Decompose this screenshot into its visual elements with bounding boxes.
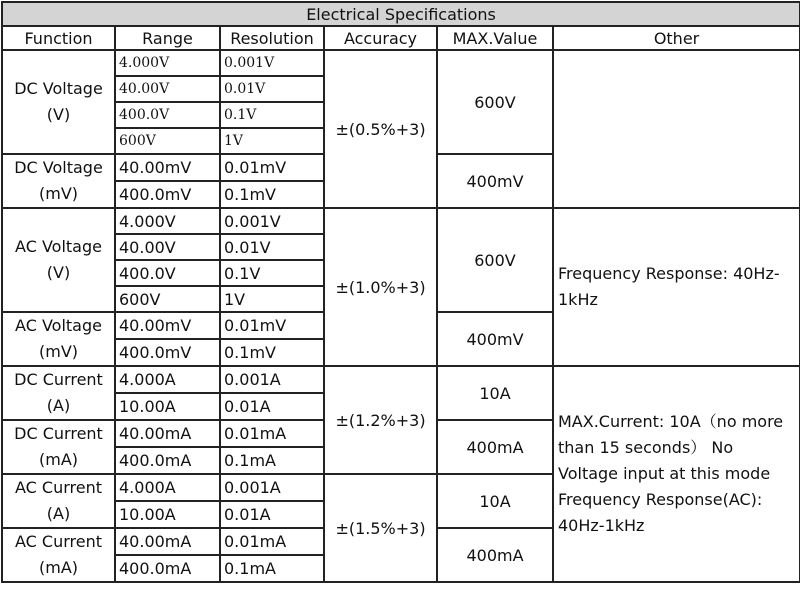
max-ac-voltage-mv: 400mV bbox=[437, 312, 553, 366]
range-cell: 10.00A bbox=[115, 501, 220, 528]
resolution-cell: 0.001V bbox=[220, 50, 324, 76]
header-resolution: Resolution bbox=[220, 26, 324, 50]
range-cell: 40.00mV bbox=[115, 154, 220, 181]
header-other: Other bbox=[553, 26, 800, 50]
range-cell: 400.0V bbox=[115, 102, 220, 128]
range-cell: 40.00mV bbox=[115, 312, 220, 339]
range-cell: 4.000A bbox=[115, 474, 220, 501]
resolution-cell: 0.1mA bbox=[220, 447, 324, 474]
resolution-cell: 0.01A bbox=[220, 501, 324, 528]
other-dc-voltage bbox=[553, 50, 800, 208]
range-cell: 40.00mA bbox=[115, 420, 220, 447]
header-accuracy: Accuracy bbox=[324, 26, 437, 50]
table-row bbox=[2, 50, 800, 76]
range-cell: 40.00V bbox=[115, 76, 220, 102]
resolution-cell: 1V bbox=[220, 128, 324, 154]
range-cell: 400.0mV bbox=[115, 339, 220, 366]
range-cell: 4.000V bbox=[115, 50, 220, 76]
max-dc-voltage-mv: 400mV bbox=[437, 154, 553, 208]
electrical-specifications-table bbox=[1, 1, 800, 583]
range-cell: 10.00A bbox=[115, 393, 220, 420]
function-ac-voltage-v: AC Voltage (V) bbox=[2, 208, 115, 312]
resolution-cell: 0.01mA bbox=[220, 420, 324, 447]
resolution-cell: 0.01mA bbox=[220, 528, 324, 555]
resolution-cell: 0.1V bbox=[220, 102, 324, 128]
range-cell: 600V bbox=[115, 128, 220, 154]
header-function: Function bbox=[2, 26, 115, 50]
other-ac-voltage: Frequency Response: 40Hz-1kHz bbox=[553, 208, 800, 366]
header-max-value: MAX.Value bbox=[437, 26, 553, 50]
header-range: Range bbox=[115, 26, 220, 50]
resolution-cell: 0.1V bbox=[220, 260, 324, 286]
function-ac-voltage-mv: AC Voltage (mV) bbox=[2, 312, 115, 366]
resolution-cell: 0.01A bbox=[220, 393, 324, 420]
range-cell: 40.00mA bbox=[115, 528, 220, 555]
range-cell: 400.0mA bbox=[115, 447, 220, 474]
resolution-cell: 0.1mV bbox=[220, 339, 324, 366]
resolution-cell: 0.001A bbox=[220, 474, 324, 501]
function-ac-current-a: AC Current (A) bbox=[2, 474, 115, 528]
range-cell: 4.000A bbox=[115, 366, 220, 393]
resolution-cell: 0.001A bbox=[220, 366, 324, 393]
max-ac-current-ma: 400mA bbox=[437, 528, 553, 582]
accuracy-ac-voltage: ±(1.0%+3) bbox=[324, 208, 437, 366]
range-cell: 40.00V bbox=[115, 234, 220, 260]
range-cell: 400.0mV bbox=[115, 181, 220, 208]
accuracy-ac-current: ±(1.5%+3) bbox=[324, 474, 437, 582]
function-dc-voltage-mv: DC Voltage (mV) bbox=[2, 154, 115, 208]
function-dc-voltage-v: DC Voltage (V) bbox=[2, 50, 115, 154]
table-row bbox=[2, 366, 800, 393]
max-ac-current-a: 10A bbox=[437, 474, 553, 528]
resolution-cell: 0.01mV bbox=[220, 154, 324, 181]
max-dc-current-ma: 400mA bbox=[437, 420, 553, 474]
max-ac-voltage-v: 600V bbox=[437, 208, 553, 312]
range-cell: 400.0mA bbox=[115, 555, 220, 582]
resolution-cell: 0.1mV bbox=[220, 181, 324, 208]
max-dc-voltage-v: 600V bbox=[437, 50, 553, 154]
resolution-cell: 0.001V bbox=[220, 208, 324, 234]
function-dc-current-a: DC Current (A) bbox=[2, 366, 115, 420]
function-ac-current-ma: AC Current (mA) bbox=[2, 528, 115, 582]
range-cell: 600V bbox=[115, 286, 220, 312]
resolution-cell: 0.1mA bbox=[220, 555, 324, 582]
resolution-cell: 0.01V bbox=[220, 234, 324, 260]
table-row bbox=[2, 208, 800, 234]
resolution-cell: 1V bbox=[220, 286, 324, 312]
other-current: MAX.Current: 10A（no more than 15 seconds） No Voltage input at this mode Frequency Response(AC): 40Hz-1kHz bbox=[553, 366, 800, 582]
function-dc-current-ma: DC Current (mA) bbox=[2, 420, 115, 474]
range-cell: 4.000V bbox=[115, 208, 220, 234]
resolution-cell: 0.01mV bbox=[220, 312, 324, 339]
table-title: Electrical Specifications bbox=[2, 2, 800, 26]
accuracy-dc-current: ±(1.2%+3) bbox=[324, 366, 437, 474]
range-cell: 400.0V bbox=[115, 260, 220, 286]
max-dc-current-a: 10A bbox=[437, 366, 553, 420]
resolution-cell: 0.01V bbox=[220, 76, 324, 102]
accuracy-dc-voltage: ±(0.5%+3) bbox=[324, 50, 437, 208]
